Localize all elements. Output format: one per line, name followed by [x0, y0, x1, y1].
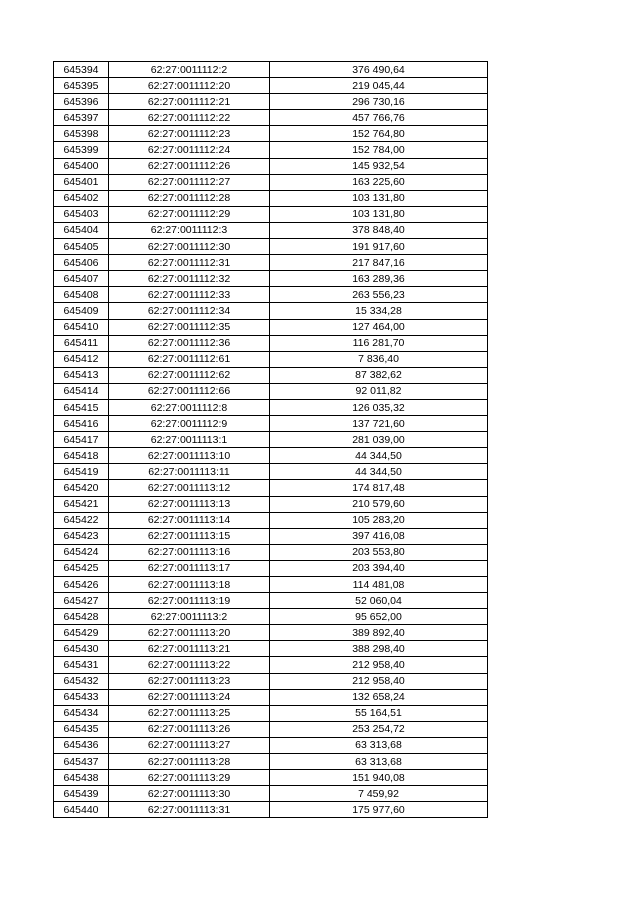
value-cell: 127 464,00: [270, 319, 488, 335]
cadastral-number-cell: 62:27:0011113:29: [109, 770, 270, 786]
table-row: [54, 62, 488, 78]
row-number-cell: 645420: [54, 480, 109, 496]
row-number-cell: 645415: [54, 399, 109, 415]
row-number-cell: 645429: [54, 625, 109, 641]
row-number-cell: 645435: [54, 721, 109, 737]
row-number-cell: 645439: [54, 786, 109, 802]
data-table: [53, 61, 488, 818]
cadastral-number-cell: 62:27:0011113:16: [109, 544, 270, 560]
row-number-cell: 645424: [54, 544, 109, 560]
cadastral-number-cell: 62:27:0011112:24: [109, 142, 270, 158]
table-row: [54, 94, 488, 110]
cadastral-number-cell: 62:27:0011113:14: [109, 512, 270, 528]
table-row: [54, 222, 488, 238]
table-row: [54, 351, 488, 367]
table-row: [54, 480, 488, 496]
row-number-cell: 645436: [54, 737, 109, 753]
row-number-cell: 645417: [54, 432, 109, 448]
value-cell: 116 281,70: [270, 335, 488, 351]
cadastral-number-cell: 62:27:0011112:61: [109, 351, 270, 367]
cadastral-number-cell: 62:27:0011113:19: [109, 593, 270, 609]
row-number-cell: 645416: [54, 416, 109, 432]
table-row: [54, 754, 488, 770]
value-cell: 95 652,00: [270, 609, 488, 625]
value-cell: 389 892,40: [270, 625, 488, 641]
value-cell: 191 917,60: [270, 239, 488, 255]
table-row: [54, 770, 488, 786]
value-cell: 175 977,60: [270, 802, 488, 818]
value-cell: 63 313,68: [270, 737, 488, 753]
cadastral-number-cell: 62:27:0011112:29: [109, 206, 270, 222]
cadastral-number-cell: 62:27:0011113:31: [109, 802, 270, 818]
value-cell: 296 730,16: [270, 94, 488, 110]
cadastral-number-cell: 62:27:0011112:33: [109, 287, 270, 303]
cadastral-number-cell: 62:27:0011113:2: [109, 609, 270, 625]
row-number-cell: 645396: [54, 94, 109, 110]
table-row: [54, 287, 488, 303]
cadastral-number-cell: 62:27:0011112:26: [109, 158, 270, 174]
value-cell: 263 556,23: [270, 287, 488, 303]
value-cell: 105 283,20: [270, 512, 488, 528]
cadastral-number-cell: 62:27:0011113:21: [109, 641, 270, 657]
cadastral-number-cell: 62:27:0011112:66: [109, 383, 270, 399]
table-row: [54, 657, 488, 673]
table-row: [54, 319, 488, 335]
value-cell: 52 060,04: [270, 593, 488, 609]
table-row: [54, 577, 488, 593]
table-row: [54, 512, 488, 528]
value-cell: 281 039,00: [270, 432, 488, 448]
cadastral-number-cell: 62:27:0011113:26: [109, 721, 270, 737]
row-number-cell: 645425: [54, 560, 109, 576]
row-number-cell: 645440: [54, 802, 109, 818]
table-row: [54, 496, 488, 512]
row-number-cell: 645395: [54, 78, 109, 94]
table-row: [54, 448, 488, 464]
row-number-cell: 645438: [54, 770, 109, 786]
table-row: [54, 335, 488, 351]
table-row: [54, 206, 488, 222]
cadastral-number-cell: 62:27:0011113:28: [109, 754, 270, 770]
value-cell: 92 011,82: [270, 383, 488, 399]
cadastral-number-cell: 62:27:0011112:36: [109, 335, 270, 351]
row-number-cell: 645413: [54, 367, 109, 383]
cadastral-number-cell: 62:27:0011112:30: [109, 239, 270, 255]
value-cell: 103 131,80: [270, 190, 488, 206]
cadastral-number-cell: 62:27:0011112:2: [109, 62, 270, 78]
table-row: [54, 802, 488, 818]
value-cell: 378 848,40: [270, 222, 488, 238]
row-number-cell: 645411: [54, 335, 109, 351]
cadastral-number-cell: 62:27:0011112:62: [109, 367, 270, 383]
row-number-cell: 645399: [54, 142, 109, 158]
row-number-cell: 645421: [54, 496, 109, 512]
cadastral-number-cell: 62:27:0011112:28: [109, 190, 270, 206]
table-row: [54, 721, 488, 737]
table-row: [54, 673, 488, 689]
row-number-cell: 645422: [54, 512, 109, 528]
table-row: [54, 737, 488, 753]
value-cell: 7 459,92: [270, 786, 488, 802]
value-cell: 152 784,00: [270, 142, 488, 158]
row-number-cell: 645433: [54, 689, 109, 705]
table-row: [54, 416, 488, 432]
row-number-cell: 645398: [54, 126, 109, 142]
table-row: [54, 158, 488, 174]
table-row: [54, 625, 488, 641]
table-row: [54, 126, 488, 142]
value-cell: 145 932,54: [270, 158, 488, 174]
table-row: [54, 528, 488, 544]
cadastral-number-cell: 62:27:0011113:11: [109, 464, 270, 480]
row-number-cell: 645402: [54, 190, 109, 206]
cadastral-number-cell: 62:27:0011113:24: [109, 689, 270, 705]
value-cell: 217 847,16: [270, 255, 488, 271]
table-row: [54, 174, 488, 190]
row-number-cell: 645406: [54, 255, 109, 271]
cadastral-number-cell: 62:27:0011113:25: [109, 705, 270, 721]
row-number-cell: 645405: [54, 239, 109, 255]
value-cell: 63 313,68: [270, 754, 488, 770]
cadastral-number-cell: 62:27:0011113:15: [109, 528, 270, 544]
row-number-cell: 645428: [54, 609, 109, 625]
table-row: [54, 641, 488, 657]
value-cell: 163 225,60: [270, 174, 488, 190]
cadastral-number-cell: 62:27:0011113:30: [109, 786, 270, 802]
value-cell: 212 958,40: [270, 673, 488, 689]
value-cell: 388 298,40: [270, 641, 488, 657]
cadastral-number-cell: 62:27:0011112:34: [109, 303, 270, 319]
table-row: [54, 399, 488, 415]
row-number-cell: 645401: [54, 174, 109, 190]
table-row: [54, 560, 488, 576]
value-cell: 152 764,80: [270, 126, 488, 142]
row-number-cell: 645408: [54, 287, 109, 303]
cadastral-number-cell: 62:27:0011113:23: [109, 673, 270, 689]
table-body: [54, 62, 488, 818]
table-row: [54, 705, 488, 721]
value-cell: 210 579,60: [270, 496, 488, 512]
cadastral-number-cell: 62:27:0011112:23: [109, 126, 270, 142]
row-number-cell: 645434: [54, 705, 109, 721]
cadastral-number-cell: 62:27:0011112:8: [109, 399, 270, 415]
cadastral-number-cell: 62:27:0011112:22: [109, 110, 270, 126]
row-number-cell: 645419: [54, 464, 109, 480]
row-number-cell: 645409: [54, 303, 109, 319]
table-row: [54, 78, 488, 94]
value-cell: 203 394,40: [270, 560, 488, 576]
row-number-cell: 645397: [54, 110, 109, 126]
table-row: [54, 609, 488, 625]
table-row: [54, 544, 488, 560]
table-row: [54, 464, 488, 480]
value-cell: 174 817,48: [270, 480, 488, 496]
row-number-cell: 645414: [54, 383, 109, 399]
table-row: [54, 271, 488, 287]
cadastral-number-cell: 62:27:0011113:17: [109, 560, 270, 576]
row-number-cell: 645403: [54, 206, 109, 222]
cadastral-number-cell: 62:27:0011113:12: [109, 480, 270, 496]
table-row: [54, 593, 488, 609]
value-cell: 457 766,76: [270, 110, 488, 126]
value-cell: 163 289,36: [270, 271, 488, 287]
table-row: [54, 190, 488, 206]
value-cell: 87 382,62: [270, 367, 488, 383]
table-row: [54, 110, 488, 126]
value-cell: 137 721,60: [270, 416, 488, 432]
cadastral-number-cell: 62:27:0011113:18: [109, 577, 270, 593]
value-cell: 397 416,08: [270, 528, 488, 544]
value-cell: 55 164,51: [270, 705, 488, 721]
table-row: [54, 255, 488, 271]
value-cell: 126 035,32: [270, 399, 488, 415]
row-number-cell: 645437: [54, 754, 109, 770]
cadastral-number-cell: 62:27:0011113:13: [109, 496, 270, 512]
table-row: [54, 142, 488, 158]
value-cell: 7 836,40: [270, 351, 488, 367]
cadastral-number-cell: 62:27:0011113:1: [109, 432, 270, 448]
row-number-cell: 645426: [54, 577, 109, 593]
value-cell: 15 334,28: [270, 303, 488, 319]
row-number-cell: 645407: [54, 271, 109, 287]
row-number-cell: 645404: [54, 222, 109, 238]
table-row: [54, 432, 488, 448]
cadastral-number-cell: 62:27:0011112:3: [109, 222, 270, 238]
cadastral-number-cell: 62:27:0011112:27: [109, 174, 270, 190]
value-cell: 114 481,08: [270, 577, 488, 593]
row-number-cell: 645423: [54, 528, 109, 544]
cadastral-number-cell: 62:27:0011112:21: [109, 94, 270, 110]
value-cell: 132 658,24: [270, 689, 488, 705]
row-number-cell: 645394: [54, 62, 109, 78]
row-number-cell: 645410: [54, 319, 109, 335]
value-cell: 253 254,72: [270, 721, 488, 737]
cadastral-number-cell: 62:27:0011113:20: [109, 625, 270, 641]
cadastral-number-cell: 62:27:0011113:10: [109, 448, 270, 464]
value-cell: 44 344,50: [270, 464, 488, 480]
value-cell: 44 344,50: [270, 448, 488, 464]
value-cell: 376 490,64: [270, 62, 488, 78]
value-cell: 103 131,80: [270, 206, 488, 222]
value-cell: 212 958,40: [270, 657, 488, 673]
cadastral-number-cell: 62:27:0011112:9: [109, 416, 270, 432]
row-number-cell: 645427: [54, 593, 109, 609]
cadastral-number-cell: 62:27:0011113:27: [109, 737, 270, 753]
table-row: [54, 383, 488, 399]
row-number-cell: 645431: [54, 657, 109, 673]
row-number-cell: 645432: [54, 673, 109, 689]
cadastral-number-cell: 62:27:0011112:35: [109, 319, 270, 335]
table-row: [54, 786, 488, 802]
row-number-cell: 645400: [54, 158, 109, 174]
cadastral-number-cell: 62:27:0011113:22: [109, 657, 270, 673]
cadastral-number-cell: 62:27:0011112:31: [109, 255, 270, 271]
row-number-cell: 645418: [54, 448, 109, 464]
cadastral-number-cell: 62:27:0011112:20: [109, 78, 270, 94]
cadastral-number-cell: 62:27:0011112:32: [109, 271, 270, 287]
value-cell: 203 553,80: [270, 544, 488, 560]
table-row: [54, 303, 488, 319]
table-row: [54, 689, 488, 705]
row-number-cell: 645430: [54, 641, 109, 657]
table-row: [54, 239, 488, 255]
value-cell: 151 940,08: [270, 770, 488, 786]
value-cell: 219 045,44: [270, 78, 488, 94]
table-row: [54, 367, 488, 383]
row-number-cell: 645412: [54, 351, 109, 367]
